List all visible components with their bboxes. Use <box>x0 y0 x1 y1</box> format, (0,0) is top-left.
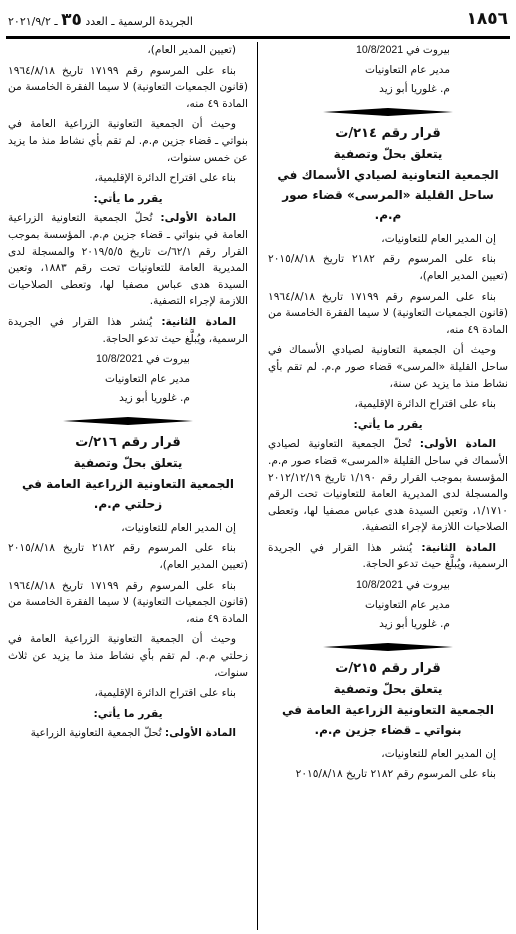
signature-role: مدير عام التعاونيات <box>364 63 450 76</box>
article-two <box>8 314 248 347</box>
recital: بناء على المرسوم رقم ١٧١٩٩ تاريخ ١٩٦٤/٨/١٨ (قانون الجمعيات التعاونية) لا سيما الفقرة الخامسة من المادة ٤٩ منه، <box>8 64 248 110</box>
recital: وحيث أن الجمعية التعاونية الزراعية العامة في بنواتي ـ قضاء جزين م.م. لم تقم بأي نشاط منذ ما يزيد عن خمس سنوات، <box>8 118 248 164</box>
right-column <box>268 42 508 928</box>
recital: بناء على المرسوم رقم ٢١٨٢ تاريخ ٢٠١٥/٨/١٨ <box>295 768 496 781</box>
signature-name: م. غلوريا أبو زيد <box>379 618 450 631</box>
decision-cooperative: الجمعية التعاونية لصيادي الأسماك في ساحل القليلة «المرسى» قضاء صور م.م. <box>277 167 499 222</box>
signature-name: م. غلوريا أبو زيد <box>119 392 190 405</box>
section-separator <box>323 108 453 116</box>
recital: بناء على اقتراح الدائرة الإقليمية، <box>94 172 236 185</box>
decides-heading: يقرر ما يأتي: <box>353 418 423 431</box>
header-rule <box>6 36 510 39</box>
signature-date: بيروت في 10/8/2021 <box>355 579 450 592</box>
article-text: يُنشر هذا القرار في الجريدة الرسمية، ويُبلَّغ حيث تدعو الحاجة. <box>8 315 248 345</box>
issue-date: ـ ٢٠٢١/٩/٢ <box>8 15 58 28</box>
page-header <box>0 0 516 40</box>
decision-intro: إن المدير العام للتعاونيات، <box>121 521 236 534</box>
article-label: المادة الثانية: <box>421 541 496 554</box>
article-label: المادة الأولى: <box>164 727 236 740</box>
decision-subject: يتعلق بحلّ وتصفية <box>333 681 443 696</box>
left-column <box>8 42 248 928</box>
article-text: تُحلّ الجمعية التعاونية لصيادي الأسماك في ساحل القليلة «المرسى» قضاء صور م.م. المؤسسة بموجب القرار رقم ١/١٩٠ تاريخ ٢٠١٢/١٢/١٩ والمسجلة لدى المديرية العامة للتعاونيات تحت الرقم ١/١٧١٠، وتعين السيدة هدى عباس مصفيا لها، وتعطى الصلاحيات اللازمة لإجراء التصفية. <box>268 438 508 534</box>
recital: بناء على اقتراح الدائرة الإقليمية، <box>354 398 496 411</box>
signature-role: مدير عام التعاونيات <box>104 372 190 385</box>
recital: بناء على المرسوم رقم ٢١٨٢ تاريخ ٢٠١٥/٨/١٨ (تعيين المدير العام)، <box>8 542 248 572</box>
signature-date: بيروت في 10/8/2021 <box>355 44 450 56</box>
page-number: ١٨٥٦ <box>466 9 508 29</box>
recital-continued: (تعيين المدير العام)، <box>147 44 236 56</box>
recital: بناء على اقتراح الدائرة الإقليمية، <box>94 687 236 700</box>
decision-intro: إن المدير العام للتعاونيات، <box>381 232 496 245</box>
article-text: يُنشر هذا القرار في الجريدة الرسمية، ويُبلَّغ حيث تدعو الحاجة. <box>268 541 508 571</box>
recital: بناء على المرسوم رقم ١٧١٩٩ تاريخ ١٩٦٤/٨/١٨ (قانون الجمعيات التعاونية) لا سيما الفقرة الخامسة من المادة ٤٩ منه، <box>268 290 508 336</box>
decides-heading: يقرر ما يأتي: <box>93 707 163 720</box>
section-separator <box>323 643 453 651</box>
article-label: المادة الأولى: <box>160 212 237 225</box>
decision-intro: إن المدير العام للتعاونيات، <box>381 747 496 760</box>
gazette-title: الجريدة الرسمية ـ العدد <box>85 15 193 28</box>
recital: بناء على المرسوم رقم ٢١٨٢ تاريخ ٢٠١٥/٨/١٨ (تعيين المدير العام)، <box>268 253 508 282</box>
column-divider <box>257 42 258 930</box>
article-one <box>8 210 248 310</box>
decides-heading: يقرر ما يأتي: <box>93 192 163 205</box>
article-one <box>268 436 508 536</box>
signature-date: بيروت في 10/8/2021 <box>95 353 190 366</box>
recital: بناء على المرسوم رقم ١٧١٩٩ تاريخ ١٩٦٤/٨/١٨ (قانون الجمعيات التعاونية) لا سيما الفقرة الخامسة من المادة ٤٩ منه، <box>8 579 248 625</box>
article-one <box>8 725 248 742</box>
article-label: المادة الثانية: <box>161 315 236 328</box>
signature-role: مدير عام التعاونيات <box>364 598 450 611</box>
signature-name: م. غلوريا أبو زيد <box>379 83 450 96</box>
decision-cooperative: الجمعية التعاونية الزراعية العامة في بنواتي ـ قضاء جزين م.م. <box>282 702 494 737</box>
issue-number: ٣٥ <box>61 10 82 30</box>
decision-214 <box>268 124 508 633</box>
decision-215 <box>268 659 508 783</box>
article-text: تُحلّ الجمعية التعاونية الزراعية <box>30 727 162 740</box>
article-label: المادة الأولى: <box>419 438 497 451</box>
recital: وحيث أن الجمعية التعاونية الزراعية العامة في زحلتي م.م. لم تقم بأي نشاط منذ ما يزيد عن ثلاث سنوات، <box>8 633 248 679</box>
decision-subject: يتعلق بحلّ وتصفية <box>333 146 443 161</box>
decision-cooperative: الجمعية التعاونية الزراعية العامة في زحلتي م.م. <box>22 476 234 511</box>
decision-title: قرار رقم ٢١٥/ت <box>335 660 441 676</box>
decision-subject: يتعلق بحلّ وتصفية <box>73 455 183 470</box>
article-two <box>268 540 508 573</box>
decision-title: قرار رقم ٢١٤/ت <box>335 125 441 141</box>
decision-title: قرار رقم ٢١٦/ت <box>75 434 181 450</box>
section-separator <box>63 417 193 425</box>
recital: وحيث أن الجمعية التعاونية لصيادي الأسماك في ساحل القليلة «المرسى» قضاء صور م.م. لم تقم بأي نشاط منذ ما يزيد عن سنة، <box>268 344 508 390</box>
article-text: تُحلّ الجمعية التعاونية الزراعية العامة في بنواتي ـ قضاء جزين م.م. المؤسسة بموجب القرار رقم ٦٢/١/ت تاريخ ٢٠١٩/٥/٥ والمسجلة لدى المديرية العامة للتعاونيات تحت رقم ١٨٨٣، وتعين السيدة هدى عباس مصفيا لها، وتعطى الصلاحيات اللازمة لإجراء التصفية. <box>8 212 248 308</box>
gazette-title-line <box>8 10 193 30</box>
decision-216 <box>8 433 248 742</box>
